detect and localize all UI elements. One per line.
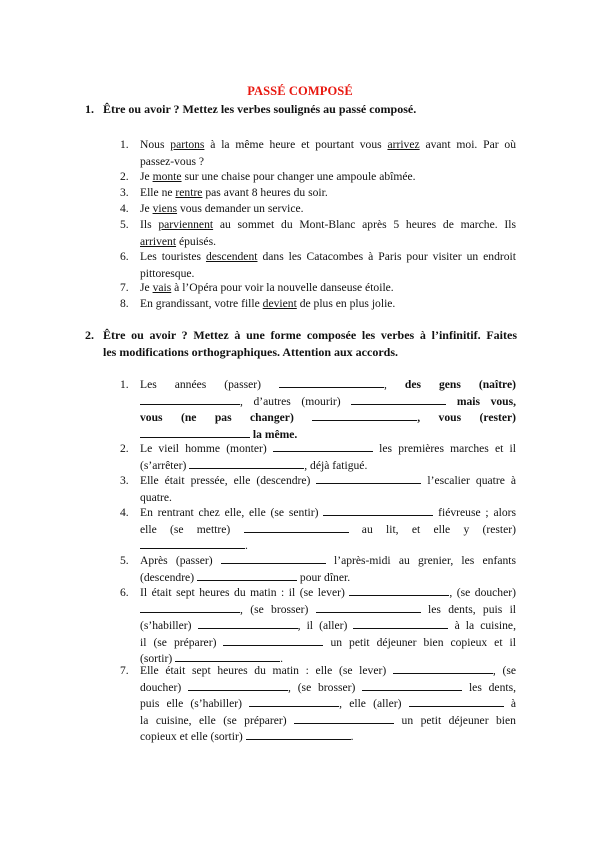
underlined-verb: arrivent xyxy=(140,234,177,248)
answer-blank[interactable] xyxy=(294,713,394,724)
s1-item-3: 3. Elle ne rentre pas avant 8 heures du soir. xyxy=(120,186,328,199)
section1-number: 1. xyxy=(85,102,94,116)
s1-item-1: 1. Nous partons à la même heure et pourtant vous arrivez avant moi. Par où passez-vous ? xyxy=(120,138,516,168)
s2-item-7: 7. Elle était sept heures du matin : elle (se lever) , (se doucher) , (se brosser) les dents, puis elle (s’habiller) , elle (aller) à la cuisine, elle (se préparer) un petit déjeuner bien copieux et elle (sortir) . xyxy=(120,664,516,743)
s1-item-4: 4. Je viens vous demander un service. xyxy=(120,202,304,215)
underlined-verb: viens xyxy=(152,202,178,215)
s2-item-2: 2. Le vieil homme (monter) les premières marches et il (s’arrêter) , déjà fatigué. xyxy=(120,442,516,472)
underlined-verb: descendent xyxy=(205,250,258,263)
answer-blank[interactable] xyxy=(249,696,339,707)
answer-blank[interactable] xyxy=(393,663,493,674)
answer-blank[interactable] xyxy=(409,696,504,707)
answer-blank[interactable] xyxy=(353,618,448,629)
s1-item-6: 6. Les touristes descendent dans les Catacombes à Paris pour visiter un endroit pittoresque. xyxy=(120,250,516,280)
s2-item-5: 5. Après (passer) l’après-midi au grenier, les enfants (descendre) pour dîner. xyxy=(120,554,516,584)
s1-item-5: 5. Ils parviennent au sommet du Mont-Blanc après 5 heures de marche. Ils arrivent épuisés. xyxy=(120,218,516,248)
underlined-verb: devient xyxy=(262,297,297,310)
answer-blank[interactable] xyxy=(279,377,384,388)
answer-blank[interactable] xyxy=(140,427,250,438)
answer-blank[interactable] xyxy=(244,522,349,533)
answer-blank[interactable] xyxy=(140,538,245,549)
s2-item-3: 3. Elle était pressée, elle (descendre) l’escalier quatre à quatre. xyxy=(120,474,516,504)
s2-item-1: 1. Les années (passer) , des gens (naître) , d’autres (mourir) mais vous, vous (ne pas changer) , vous (rester) la même. xyxy=(120,378,517,441)
s2-item-4: 4. En rentrant chez elle, elle (se sentir) fiévreuse ; alors elle (se mettre) au lit, et elle y (rester) . xyxy=(120,506,516,552)
section2-number: 2. xyxy=(85,328,94,342)
answer-blank[interactable] xyxy=(351,394,446,405)
underlined-verb: monte xyxy=(152,170,182,183)
section1-heading xyxy=(85,101,523,118)
answer-blank[interactable] xyxy=(316,602,421,613)
answer-blank[interactable] xyxy=(273,441,373,452)
section2-heading: 2. Être ou avoir ? Mettez à une forme composée les verbes à l’infinitif. Faites les modifications orthographiques. Attention aux accords. xyxy=(85,328,517,359)
underlined-verb: rentre xyxy=(175,186,203,199)
s2-item-6: 6. Il était sept heures du matin : il (se lever) , (se doucher) , (se brosser) les dents, puis il (s’habiller) , il (aller) à la cuisine, il (se préparer) un petit déjeuner bien copieux et il (sortir) . xyxy=(120,586,517,665)
s1-item-7: 7. Je vais à l’Opéra pour voir la nouvelle danseuse étoile. xyxy=(120,281,394,294)
underlined-verb: vais xyxy=(152,281,172,294)
answer-blank[interactable] xyxy=(323,505,433,516)
answer-blank[interactable] xyxy=(140,602,240,613)
answer-blank[interactable] xyxy=(188,680,288,691)
answer-blank[interactable] xyxy=(140,394,240,405)
answer-blank[interactable] xyxy=(189,458,304,469)
section1-heading-text: Être ou avoir ? Mettez les verbes soulignés au passé composé. xyxy=(103,102,417,116)
s1-item-8: 8. En grandissant, votre fille devient de plus en plus jolie. xyxy=(120,297,396,310)
answer-blank[interactable] xyxy=(316,473,421,484)
underlined-verb: partons xyxy=(170,138,205,151)
page-title: PASSÉ COMPOSÉ xyxy=(247,84,353,98)
answer-blank[interactable] xyxy=(175,651,280,662)
answer-blank[interactable] xyxy=(362,680,462,691)
s1-item-2: 2. Je monte sur une chaise pour changer une ampoule abîmée. xyxy=(120,170,416,183)
answer-blank[interactable] xyxy=(312,410,417,421)
answer-blank[interactable] xyxy=(198,618,298,629)
answer-blank[interactable] xyxy=(221,553,326,564)
answer-blank[interactable] xyxy=(197,570,297,581)
underlined-verb: parviennent xyxy=(158,218,214,231)
answer-blank[interactable] xyxy=(223,635,323,646)
underlined-verb: arrivez xyxy=(387,138,420,151)
answer-blank[interactable] xyxy=(349,585,449,596)
answer-blank[interactable] xyxy=(246,729,351,740)
